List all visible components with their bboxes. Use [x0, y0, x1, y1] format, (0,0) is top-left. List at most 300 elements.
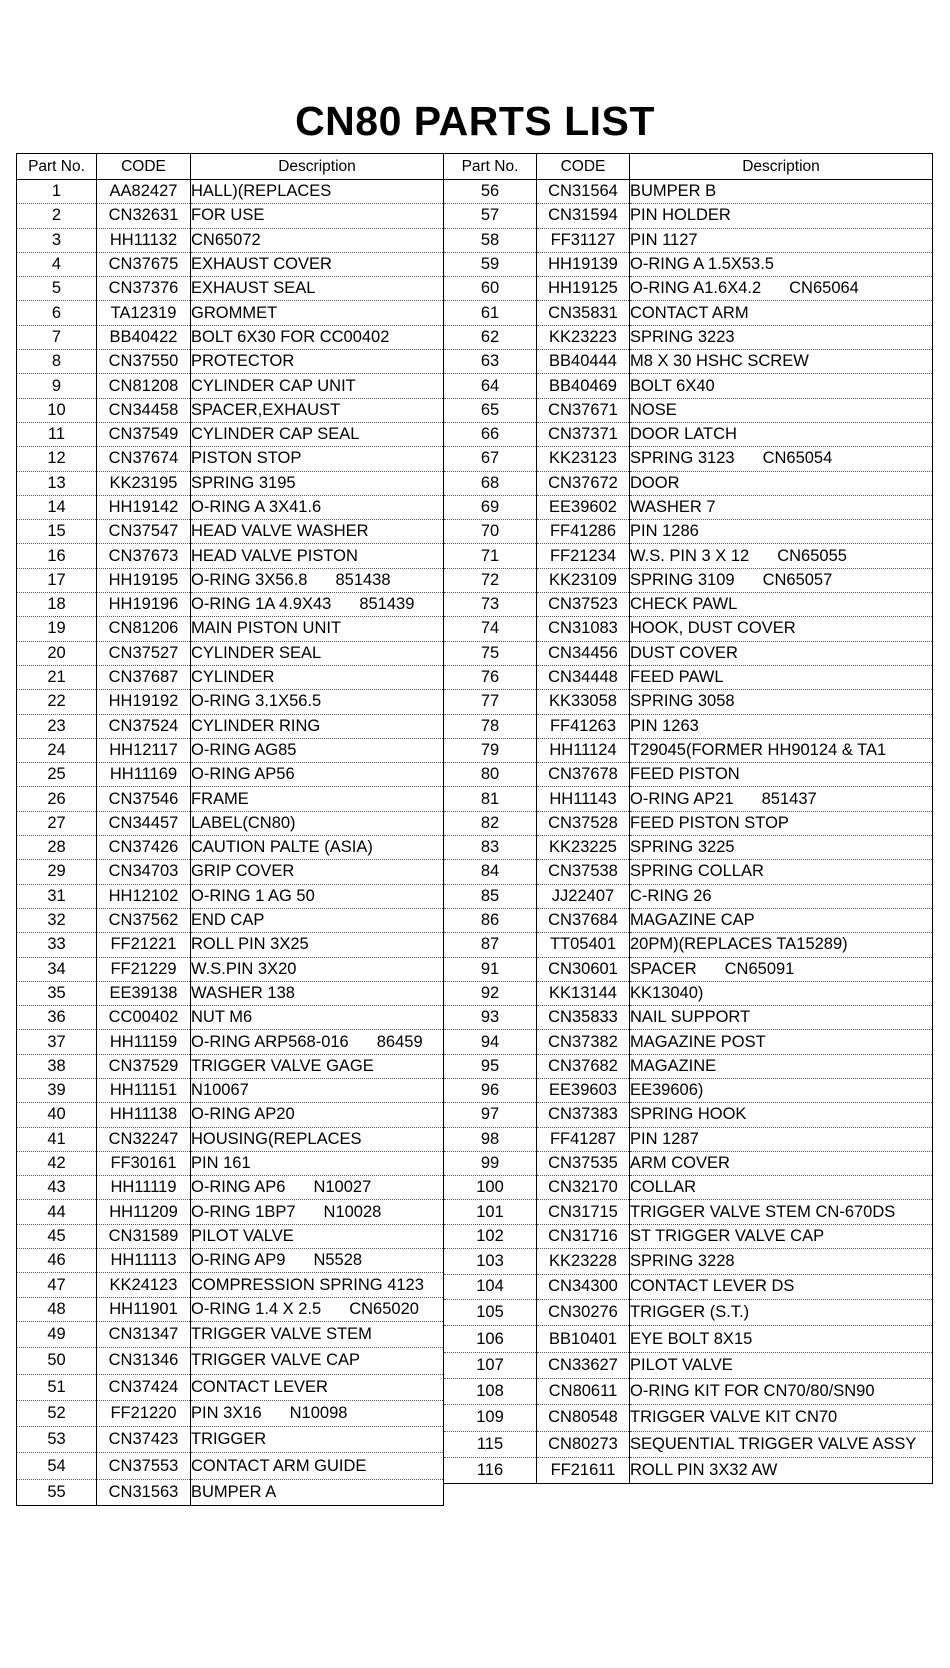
table-row — [17, 447, 444, 471]
description-cell — [630, 544, 933, 568]
part-number-cell: 99 — [444, 1151, 537, 1175]
code-cell: KK23225 — [537, 836, 630, 860]
code-cell: CN80611 — [537, 1378, 630, 1404]
description-cell — [191, 860, 444, 884]
table-row — [444, 1326, 933, 1352]
code-cell: CN81206 — [97, 617, 191, 641]
table-row — [17, 641, 444, 665]
part-number-cell: 43 — [17, 1176, 97, 1200]
code-cell: JJ22407 — [537, 884, 630, 908]
part-number-cell: 91 — [444, 957, 537, 981]
description-text: TRIGGER VALVE STEM CN-670DS — [630, 1202, 896, 1221]
part-number-cell: 71 — [444, 544, 537, 568]
code-cell: HH12102 — [97, 884, 191, 908]
table-row — [444, 738, 933, 762]
code-cell: CN37673 — [97, 544, 191, 568]
part-number-cell: 2 — [17, 204, 97, 228]
table-row — [444, 933, 933, 957]
description-cell — [191, 471, 444, 495]
table-row — [17, 957, 444, 981]
description-cell — [191, 981, 444, 1005]
part-number-cell: 100 — [444, 1176, 537, 1200]
table-row — [17, 1127, 444, 1151]
description-cell — [630, 520, 933, 544]
table-row — [444, 1006, 933, 1030]
description-text: CYLINDER SEAL — [191, 643, 322, 662]
table-row — [17, 325, 444, 349]
description-cell — [191, 1348, 444, 1374]
code-cell: CN37424 — [97, 1374, 191, 1400]
description-text: FEED PAWL — [630, 668, 724, 687]
part-number-cell: 53 — [17, 1427, 97, 1453]
description-text: COMPRESSION SPRING 4123 — [191, 1275, 424, 1294]
description-cell — [191, 1200, 444, 1224]
description-text: BOLT 6X40 — [630, 376, 715, 395]
table-row — [444, 252, 933, 276]
part-number-cell: 35 — [17, 981, 97, 1005]
description-text: PIN 1287 — [630, 1129, 699, 1148]
parts-table-left — [16, 153, 444, 1506]
code-cell: CN37371 — [537, 422, 630, 446]
part-number-cell: 103 — [444, 1249, 537, 1275]
part-number-cell: 75 — [444, 641, 537, 665]
code-cell: FF41287 — [537, 1127, 630, 1151]
part-number-cell: 42 — [17, 1151, 97, 1175]
code-cell: EE39138 — [97, 981, 191, 1005]
code-cell: CN37383 — [537, 1103, 630, 1127]
alternate-code-text: N10098 — [289, 1403, 348, 1422]
table-row — [444, 325, 933, 349]
part-number-cell: 8 — [17, 350, 97, 374]
table-row — [444, 544, 933, 568]
part-number-cell: 104 — [444, 1274, 537, 1300]
table-row — [17, 252, 444, 276]
table-header-row — [444, 154, 933, 180]
part-number-cell: 48 — [17, 1297, 97, 1321]
table-row — [17, 204, 444, 228]
part-number-cell: 78 — [444, 714, 537, 738]
description-text: MAGAZINE — [630, 1056, 717, 1075]
code-cell: HH11143 — [537, 787, 630, 811]
code-cell: EE39603 — [537, 1078, 630, 1102]
part-number-cell: 5 — [17, 277, 97, 301]
description-cell — [191, 1030, 444, 1054]
table-row — [17, 1453, 444, 1479]
table-row — [444, 398, 933, 422]
code-cell: HH11151 — [97, 1078, 191, 1102]
description-text: ARM COVER — [630, 1154, 730, 1173]
description-cell — [630, 495, 933, 519]
header-description: Description — [191, 154, 444, 180]
description-text: NOSE — [630, 400, 677, 419]
table-row — [444, 1078, 933, 1102]
description-cell — [191, 1297, 444, 1321]
code-cell: HH11119 — [97, 1176, 191, 1200]
part-number-cell: 84 — [444, 860, 537, 884]
code-cell: HH11138 — [97, 1103, 191, 1127]
description-cell — [191, 617, 444, 641]
code-cell: CN37426 — [97, 836, 191, 860]
table-row — [17, 1103, 444, 1127]
part-number-cell: 29 — [17, 860, 97, 884]
description-cell — [191, 544, 444, 568]
description-text: SPACER — [630, 959, 697, 978]
alternate-code-text: N5528 — [313, 1251, 363, 1270]
table-row — [444, 1054, 933, 1078]
code-cell: HH11124 — [537, 738, 630, 762]
code-cell: FF21220 — [97, 1400, 191, 1426]
description-text: DOOR — [630, 473, 680, 492]
part-number-cell: 32 — [17, 908, 97, 932]
description-text: LABEL(CN80) — [191, 813, 296, 832]
part-number-cell: 36 — [17, 1006, 97, 1030]
description-cell — [191, 763, 444, 787]
description-text: O-RING AP6 — [191, 1178, 286, 1197]
table-row — [17, 1030, 444, 1054]
description-text: O-RING 1A 4.9X43 — [191, 595, 332, 614]
code-cell: TT05401 — [537, 933, 630, 957]
description-text: PROTECTOR — [191, 352, 295, 371]
alternate-code-text: N10027 — [313, 1178, 372, 1197]
table-row — [444, 981, 933, 1005]
description-text: CONTACT ARM GUIDE — [191, 1456, 367, 1475]
code-cell: AA82427 — [97, 180, 191, 204]
part-number-cell: 62 — [444, 325, 537, 349]
part-number-cell: 116 — [444, 1457, 537, 1483]
part-number-cell: 20 — [17, 641, 97, 665]
table-row — [17, 422, 444, 446]
description-cell — [191, 1321, 444, 1347]
table-row — [444, 1103, 933, 1127]
table-row — [17, 1273, 444, 1297]
code-cell: CN35833 — [537, 1006, 630, 1030]
code-cell: CN34448 — [537, 665, 630, 689]
code-cell: CN37523 — [537, 593, 630, 617]
description-cell — [191, 1273, 444, 1297]
table-row — [444, 1224, 933, 1248]
code-cell: KK23195 — [97, 471, 191, 495]
description-text: PISTON STOP — [191, 449, 302, 468]
part-number-cell: 105 — [444, 1300, 537, 1326]
part-number-cell: 27 — [17, 811, 97, 835]
table-row — [444, 422, 933, 446]
code-cell: CN37674 — [97, 447, 191, 471]
part-number-cell: 34 — [17, 957, 97, 981]
table-row — [17, 1400, 444, 1426]
description-cell — [191, 1224, 444, 1248]
table-row — [444, 495, 933, 519]
description-text: W.S.PIN 3X20 — [191, 959, 297, 978]
description-cell — [630, 301, 933, 325]
description-text: O-RING 3.1X56.5 — [191, 692, 322, 711]
table-header-row — [17, 154, 444, 180]
part-number-cell: 59 — [444, 252, 537, 276]
table-row — [17, 1348, 444, 1374]
part-number-cell: 39 — [17, 1078, 97, 1102]
code-cell: CN37546 — [97, 787, 191, 811]
table-row — [444, 1431, 933, 1457]
code-cell: KK24123 — [97, 1273, 191, 1297]
description-cell — [630, 665, 933, 689]
description-text: CYLINDER RING — [191, 716, 321, 735]
part-number-cell: 44 — [17, 1200, 97, 1224]
description-text: BOLT 6X30 FOR CC00402 — [191, 327, 390, 346]
part-number-cell: 73 — [444, 593, 537, 617]
description-cell — [630, 908, 933, 932]
code-cell: CN32631 — [97, 204, 191, 228]
alternate-code-text: CN65064 — [789, 279, 859, 298]
code-cell: HH19142 — [97, 495, 191, 519]
part-number-cell: 68 — [444, 471, 537, 495]
code-cell: CN34458 — [97, 398, 191, 422]
part-number-cell: 96 — [444, 1078, 537, 1102]
description-text: O-RING ARP568-016 — [191, 1032, 349, 1051]
table-row — [17, 1176, 444, 1200]
code-cell: CN37382 — [537, 1030, 630, 1054]
table-row — [444, 1300, 933, 1326]
part-number-cell: 40 — [17, 1103, 97, 1127]
table-row — [444, 374, 933, 398]
code-cell: HH19139 — [537, 252, 630, 276]
table-row — [444, 1127, 933, 1151]
description-text: PIN 1286 — [630, 522, 699, 541]
description-text: WASHER 138 — [191, 983, 295, 1002]
description-text: HOUSING(REPLACES — [191, 1129, 362, 1148]
part-number-cell: 45 — [17, 1224, 97, 1248]
part-number-cell: 47 — [17, 1273, 97, 1297]
part-number-cell: 15 — [17, 520, 97, 544]
description-text: EXHAUST COVER — [191, 255, 332, 274]
description-cell — [191, 180, 444, 204]
description-text: CONTACT LEVER — [191, 1377, 328, 1396]
part-number-cell: 72 — [444, 568, 537, 592]
description-cell — [191, 495, 444, 519]
code-cell: CN37675 — [97, 252, 191, 276]
description-text: CAUTION PALTE (ASIA) — [191, 838, 373, 857]
description-cell — [191, 301, 444, 325]
description-text: EE39606) — [630, 1081, 704, 1100]
description-cell — [191, 252, 444, 276]
part-number-cell: 76 — [444, 665, 537, 689]
part-number-cell: 1 — [17, 180, 97, 204]
part-number-cell: 109 — [444, 1405, 537, 1431]
alternate-code-text: N10028 — [323, 1202, 382, 1221]
description-text: O-RING 1 AG 50 — [191, 886, 315, 905]
description-text: DUST COVER — [630, 643, 738, 662]
code-cell: TA12319 — [97, 301, 191, 325]
part-number-cell: 63 — [444, 350, 537, 374]
description-cell — [630, 180, 933, 204]
description-cell — [630, 1176, 933, 1200]
code-cell: HH11209 — [97, 1200, 191, 1224]
part-number-cell: 7 — [17, 325, 97, 349]
table-row — [444, 350, 933, 374]
description-text: W.S. PIN 3 X 12 — [630, 546, 750, 565]
part-number-cell: 57 — [444, 204, 537, 228]
description-cell — [191, 325, 444, 349]
table-row — [444, 593, 933, 617]
code-cell: CN37678 — [537, 763, 630, 787]
code-cell: EE39602 — [537, 495, 630, 519]
code-cell: CN34456 — [537, 641, 630, 665]
table-row — [17, 301, 444, 325]
code-cell: FF31127 — [537, 228, 630, 252]
code-cell: CN31594 — [537, 204, 630, 228]
code-cell: CN34703 — [97, 860, 191, 884]
parts-table-right — [443, 153, 933, 1484]
alternate-code-text: CN65054 — [762, 449, 833, 468]
part-number-cell: 83 — [444, 836, 537, 860]
table-row — [444, 180, 933, 204]
part-number-cell: 69 — [444, 495, 537, 519]
code-cell: CN37528 — [537, 811, 630, 835]
part-number-cell: 56 — [444, 180, 537, 204]
description-cell — [191, 738, 444, 762]
code-cell: HH19192 — [97, 690, 191, 714]
description-text: NAIL SUPPORT — [630, 1008, 751, 1027]
code-cell: CN33627 — [537, 1352, 630, 1378]
part-number-cell: 52 — [17, 1400, 97, 1426]
header-part-no: Part No. — [444, 154, 537, 180]
code-cell: CN37550 — [97, 350, 191, 374]
table-row — [17, 1321, 444, 1347]
description-text: PIN 3X16 — [191, 1403, 262, 1422]
description-cell — [191, 350, 444, 374]
part-number-cell: 22 — [17, 690, 97, 714]
table-row — [17, 690, 444, 714]
description-cell — [630, 860, 933, 884]
code-cell: HH11159 — [97, 1030, 191, 1054]
code-cell: HH11132 — [97, 228, 191, 252]
code-cell: CN34457 — [97, 811, 191, 835]
part-number-cell: 28 — [17, 836, 97, 860]
part-number-cell: 17 — [17, 568, 97, 592]
description-cell — [630, 422, 933, 446]
description-cell — [191, 568, 444, 592]
code-cell: FF21234 — [537, 544, 630, 568]
table-row — [444, 228, 933, 252]
table-row — [444, 447, 933, 471]
table-row — [17, 1297, 444, 1321]
code-cell: CN37672 — [537, 471, 630, 495]
part-number-cell: 93 — [444, 1006, 537, 1030]
description-text: SPRING 3195 — [191, 473, 296, 492]
table-row — [17, 398, 444, 422]
table-row — [17, 593, 444, 617]
code-cell: CN37682 — [537, 1054, 630, 1078]
table-row — [444, 908, 933, 932]
part-number-cell: 81 — [444, 787, 537, 811]
table-row — [17, 520, 444, 544]
part-number-cell: 13 — [17, 471, 97, 495]
code-cell: CN37538 — [537, 860, 630, 884]
description-cell — [191, 204, 444, 228]
code-cell: HH11169 — [97, 763, 191, 787]
table-row — [17, 568, 444, 592]
table-row — [444, 690, 933, 714]
table-row — [17, 1374, 444, 1400]
page-title: CN80 PARTS LIST — [295, 98, 655, 144]
description-cell — [630, 1352, 933, 1378]
table-row — [444, 836, 933, 860]
table-row — [444, 665, 933, 689]
code-cell: CN31563 — [97, 1479, 191, 1505]
part-number-cell: 95 — [444, 1054, 537, 1078]
description-text: COLLAR — [630, 1178, 697, 1197]
code-cell: CN31346 — [97, 1348, 191, 1374]
code-cell: CN80273 — [537, 1431, 630, 1457]
part-number-cell: 3 — [17, 228, 97, 252]
part-number-cell: 92 — [444, 981, 537, 1005]
code-cell: HH19125 — [537, 277, 630, 301]
description-cell — [191, 1479, 444, 1505]
description-cell — [191, 1103, 444, 1127]
code-cell: HH19195 — [97, 568, 191, 592]
code-cell: KK23228 — [537, 1249, 630, 1275]
table-row — [444, 1030, 933, 1054]
code-cell: HH12117 — [97, 738, 191, 762]
code-cell: CN31083 — [537, 617, 630, 641]
description-text: O-RING KIT FOR CN70/80/SN90 — [630, 1382, 875, 1401]
part-number-cell: 85 — [444, 884, 537, 908]
description-text: O-RING AP9 — [191, 1251, 286, 1270]
description-text: CYLINDER CAP UNIT — [191, 376, 356, 395]
part-number-cell: 87 — [444, 933, 537, 957]
description-text: BUMPER B — [630, 182, 717, 201]
part-number-cell: 86 — [444, 908, 537, 932]
description-cell — [630, 811, 933, 835]
description-text: PIN 1263 — [630, 716, 699, 735]
table-row — [17, 1479, 444, 1505]
table-row — [444, 471, 933, 495]
code-cell: CN37529 — [97, 1054, 191, 1078]
description-text: NUT M6 — [191, 1008, 253, 1027]
description-text: HEAD VALVE PISTON — [191, 546, 358, 565]
part-number-cell: 80 — [444, 763, 537, 787]
description-cell — [191, 1078, 444, 1102]
part-number-cell: 101 — [444, 1200, 537, 1224]
part-number-cell: 4 — [17, 252, 97, 276]
part-number-cell: 33 — [17, 933, 97, 957]
description-cell — [191, 1249, 444, 1273]
table-row — [17, 884, 444, 908]
description-cell — [630, 1378, 933, 1404]
description-text: HALL)(REPLACES — [191, 182, 332, 201]
description-cell — [191, 1374, 444, 1400]
description-text: TRIGGER VALVE GAGE — [191, 1056, 374, 1075]
code-cell: CN37671 — [537, 398, 630, 422]
header-code: CODE — [537, 154, 630, 180]
table-row — [444, 1405, 933, 1431]
description-text: FEED PISTON STOP — [630, 813, 789, 832]
description-cell — [630, 1224, 933, 1248]
description-cell — [630, 447, 933, 471]
part-number-cell: 106 — [444, 1326, 537, 1352]
part-number-cell: 18 — [17, 593, 97, 617]
description-cell — [630, 204, 933, 228]
part-number-cell: 98 — [444, 1127, 537, 1151]
part-number-cell: 21 — [17, 665, 97, 689]
code-cell: CN37562 — [97, 908, 191, 932]
description-cell — [191, 1006, 444, 1030]
description-cell — [630, 884, 933, 908]
part-number-cell: 64 — [444, 374, 537, 398]
description-text: FOR USE — [191, 206, 265, 225]
description-cell — [191, 787, 444, 811]
description-cell — [630, 714, 933, 738]
part-number-cell: 67 — [444, 447, 537, 471]
description-text: PILOT VALVE — [191, 1226, 294, 1245]
